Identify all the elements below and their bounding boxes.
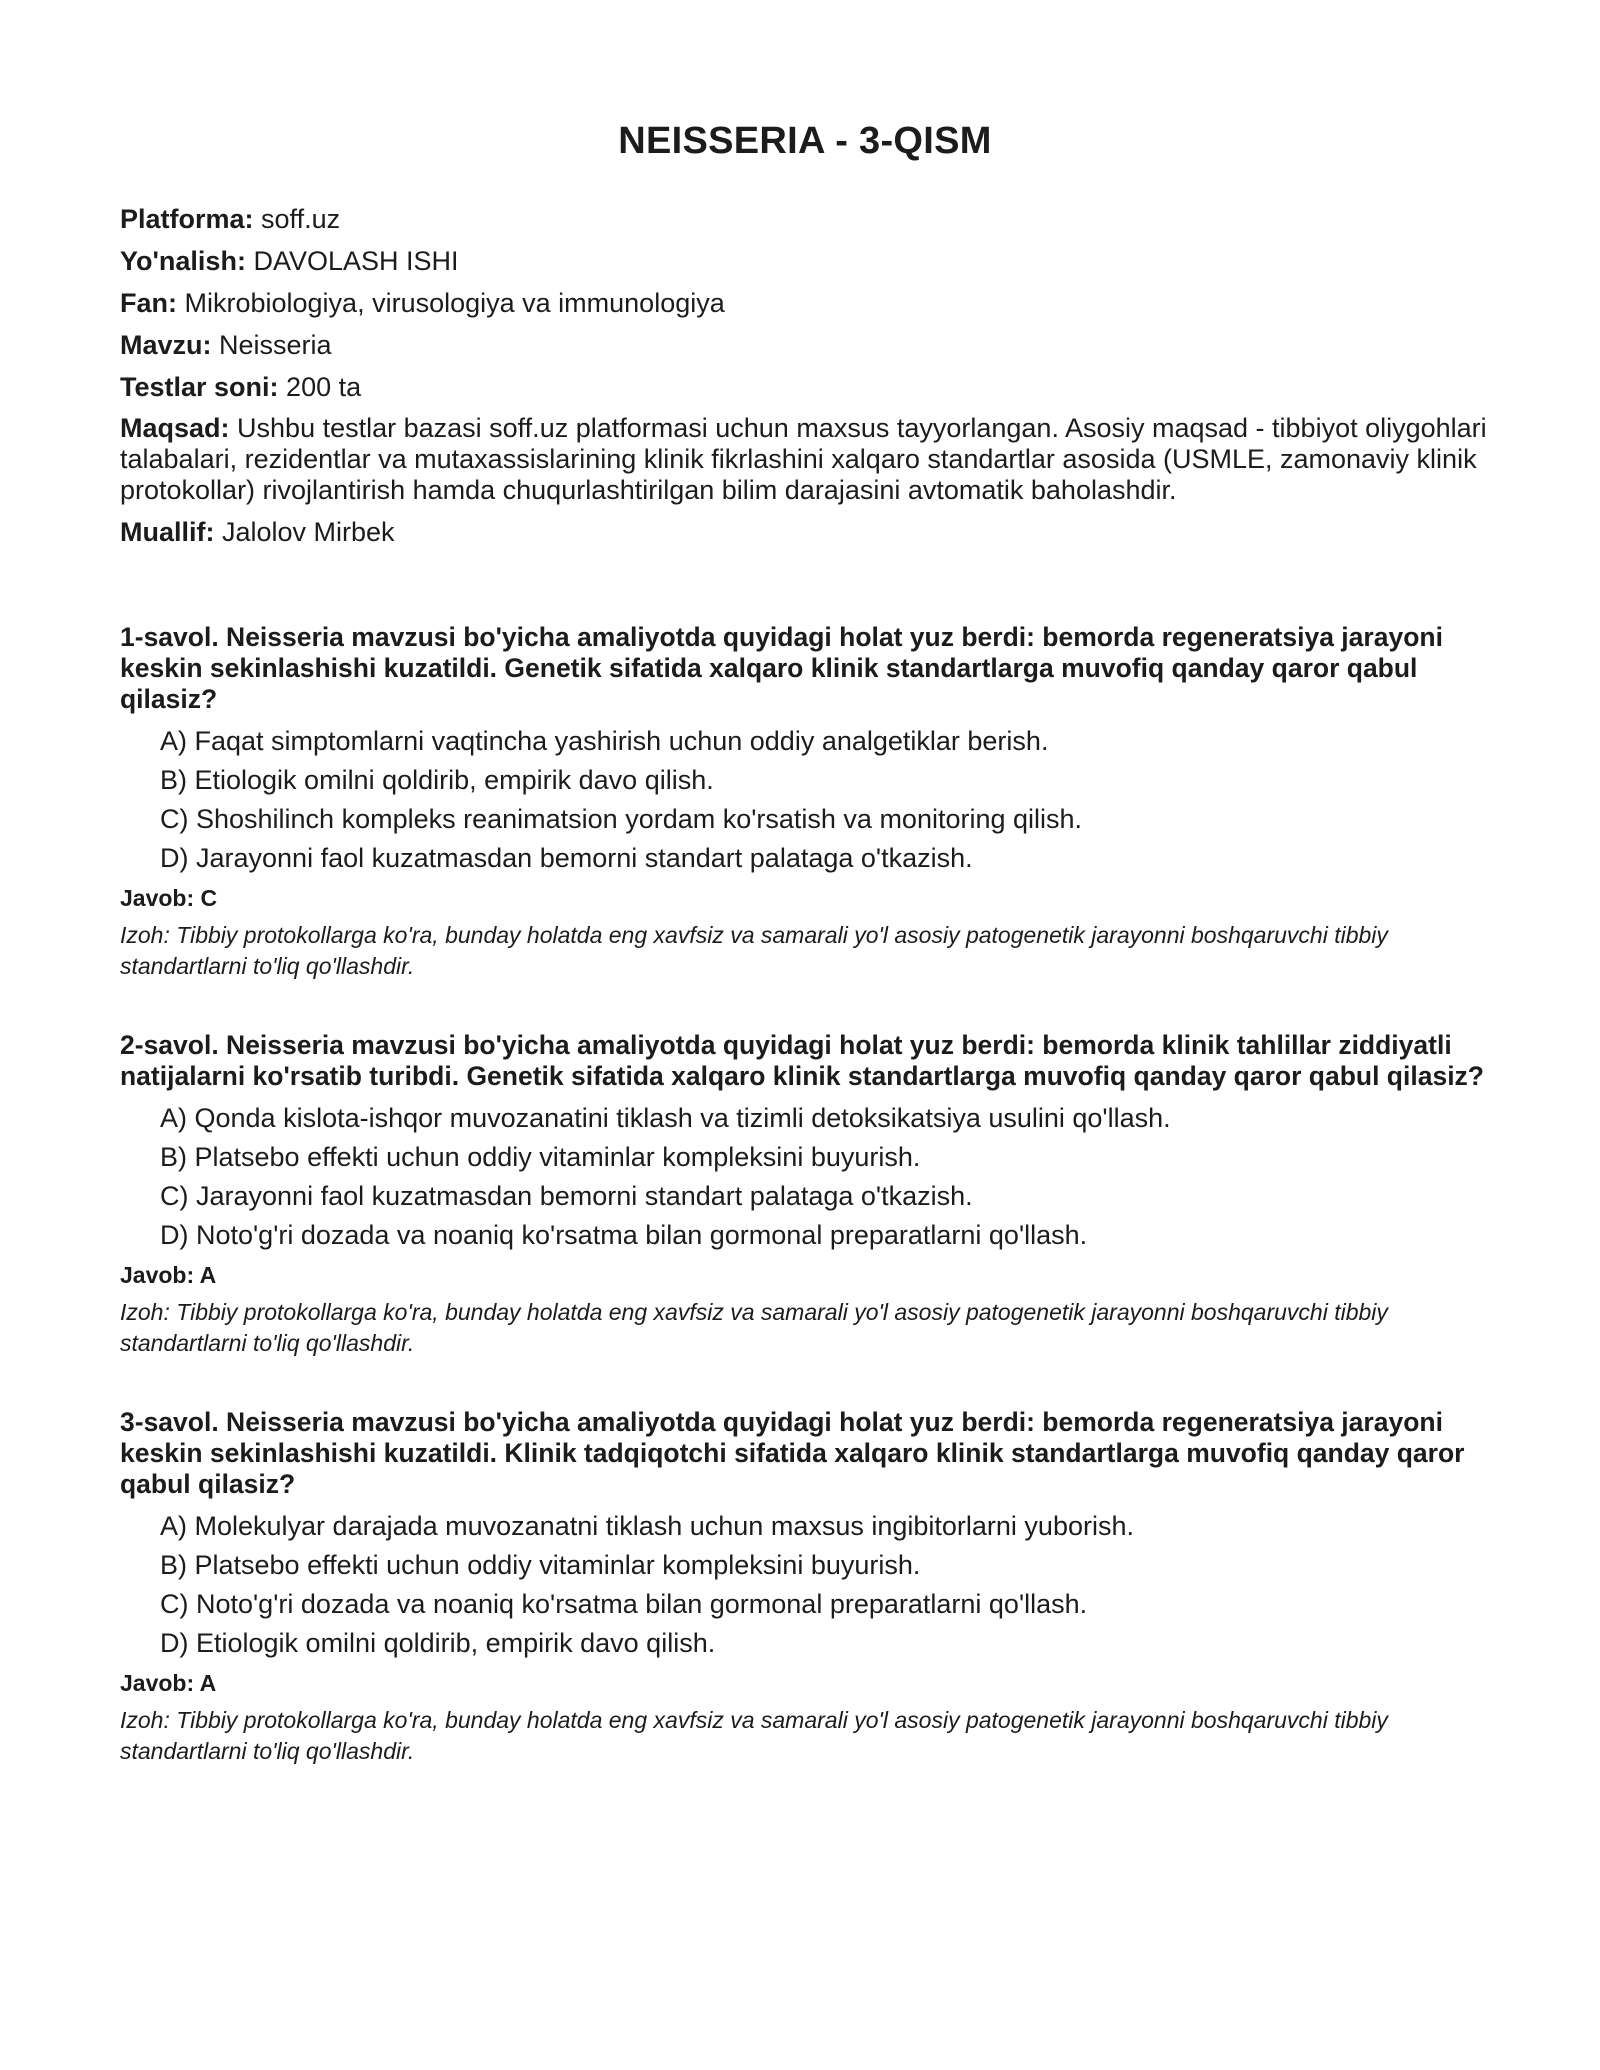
question-1 [120,622,1490,982]
answer: Javob: A [120,1262,217,1288]
meta-label: Fan: [120,288,177,318]
explanation-note: Izoh: Tibbiy protokollarga ko'ra, bunday holatda eng xavfsiz va samarali yo'l asosiy patogenetik jarayonni boshqaruvchi tibbiy standartlarni to'liq qo'llashdir. [120,1707,1388,1764]
option-list [120,1102,1490,1251]
meta-label: Mavzu: [120,330,212,360]
meta-author [120,516,1490,548]
option-a: A) Molekulyar darajada muvozanatni tiklash uchun maxsus ingibitorlarni yuborish. [160,1511,1134,1541]
document-meta [120,203,1490,548]
option-c: C) Jarayonni faol kuzatmasdan bemorni standart palataga o'tkazish. [160,1181,973,1211]
meta-value: 200 ta [278,372,362,402]
option-list [120,725,1490,874]
meta-value: DAVOLASH ISHI [245,246,459,276]
meta-value: Ushbu testlar bazasi soff.uz platformasi uchun maxsus tayyorlangan. Asosiy maqsad - tibbiyot oliygohlari talabalari, rezidentlar va mutaxassislarining klinik fikrlashini xalqaro standartlar asosida (USMLE, zamonaviy klinik protokollar) rivojlantirish hamda chuqurlashtirilgan bilim darajasini avtomatik baholashdir. [120,413,1487,505]
question-text: 3-savol. Neisseria mavzusi bo'yicha amaliyotda quyidagi holat yuz berdi: bemorda regeneratsiya jarayoni keskin sekinlashishi kuzatildi. Klinik tadqiqotchi sifatida xalqaro klinik standartlarga muvofiq qanday qaror qabul qilasiz? [120,1407,1465,1499]
meta-test-count [120,371,1490,403]
meta-label: Testlar soni: [120,372,279,402]
option-d: D) Noto'g'ri dozada va noaniq ko'rsatma bilan gormonal preparatlarni qo'llash. [160,1220,1088,1250]
meta-goal [120,413,1490,506]
option-b: B) Platsebo effekti uchun oddiy vitaminlar kompleksini buyurish. [160,1550,921,1580]
meta-subject [120,287,1490,319]
meta-value: soff.uz [253,204,341,234]
question-3 [120,1407,1490,1767]
question-list [120,622,1490,1767]
option-c: C) Shoshilinch kompleks reanimatsion yordam ko'rsatish va monitoring qilish. [160,804,1083,834]
meta-topic [120,329,1490,361]
answer: Javob: A [120,1670,217,1696]
meta-label: Yo'nalish: [120,246,246,276]
meta-label: Muallif: [120,517,215,547]
option-c: C) Noto'g'ri dozada va noaniq ko'rsatma bilan gormonal preparatlarni qo'llash. [160,1589,1088,1619]
option-b: B) Etiologik omilni qoldirib, empirik davo qilish. [160,765,714,795]
option-b: B) Platsebo effekti uchun oddiy vitaminlar kompleksini buyurish. [160,1142,921,1172]
meta-label: Platforma: [120,204,254,234]
explanation-note: Izoh: Tibbiy protokollarga ko'ra, bunday holatda eng xavfsiz va samarali yo'l asosiy patogenetik jarayonni boshqaruvchi tibbiy standartlarni to'liq qo'llashdir. [120,1299,1388,1356]
question-text: 2-savol. Neisseria mavzusi bo'yicha amaliyotda quyidagi holat yuz berdi: bemorda klinik tahlillar ziddiyatli natijalarni ko'rsatib turibdi. Genetik sifatida xalqaro klinik standartlarga muvofiq qanday qaror qabul qilasiz? [120,1030,1484,1091]
meta-platform [120,203,1490,235]
meta-value: Jalolov Mirbek [214,517,395,547]
meta-direction [120,245,1490,277]
option-d: D) Jarayonni faol kuzatmasdan bemorni standart palataga o'tkazish. [160,843,973,873]
meta-value: Mikrobiologiya, virusologiya va immunologiya [177,288,725,318]
document-title: NEISSERIA - 3-QISM [618,120,992,162]
option-list [120,1510,1490,1659]
meta-label: Maqsad: [120,413,230,443]
question-2 [120,1030,1490,1359]
explanation-note: Izoh: Tibbiy protokollarga ko'ra, bunday holatda eng xavfsiz va samarali yo'l asosiy patogenetik jarayonni boshqaruvchi tibbiy standartlarni to'liq qo'llashdir. [120,922,1388,979]
option-a: A) Faqat simptomlarni vaqtincha yashirish uchun oddiy analgetiklar berish. [160,726,1049,756]
document-page [120,120,1490,1815]
question-text: 1-savol. Neisseria mavzusi bo'yicha amaliyotda quyidagi holat yuz berdi: bemorda regeneratsiya jarayoni keskin sekinlashishi kuzatildi. Genetik sifatida xalqaro klinik standartlarga muvofiq qanday qaror qabul qilasiz? [120,622,1443,714]
option-a: A) Qonda kislota-ishqor muvozanatini tiklash va tizimli detoksikatsiya usulini qo'llash. [160,1103,1171,1133]
answer: Javob: C [120,885,218,911]
option-d: D) Etiologik omilni qoldirib, empirik davo qilish. [160,1628,716,1658]
meta-value: Neisseria [211,330,332,360]
